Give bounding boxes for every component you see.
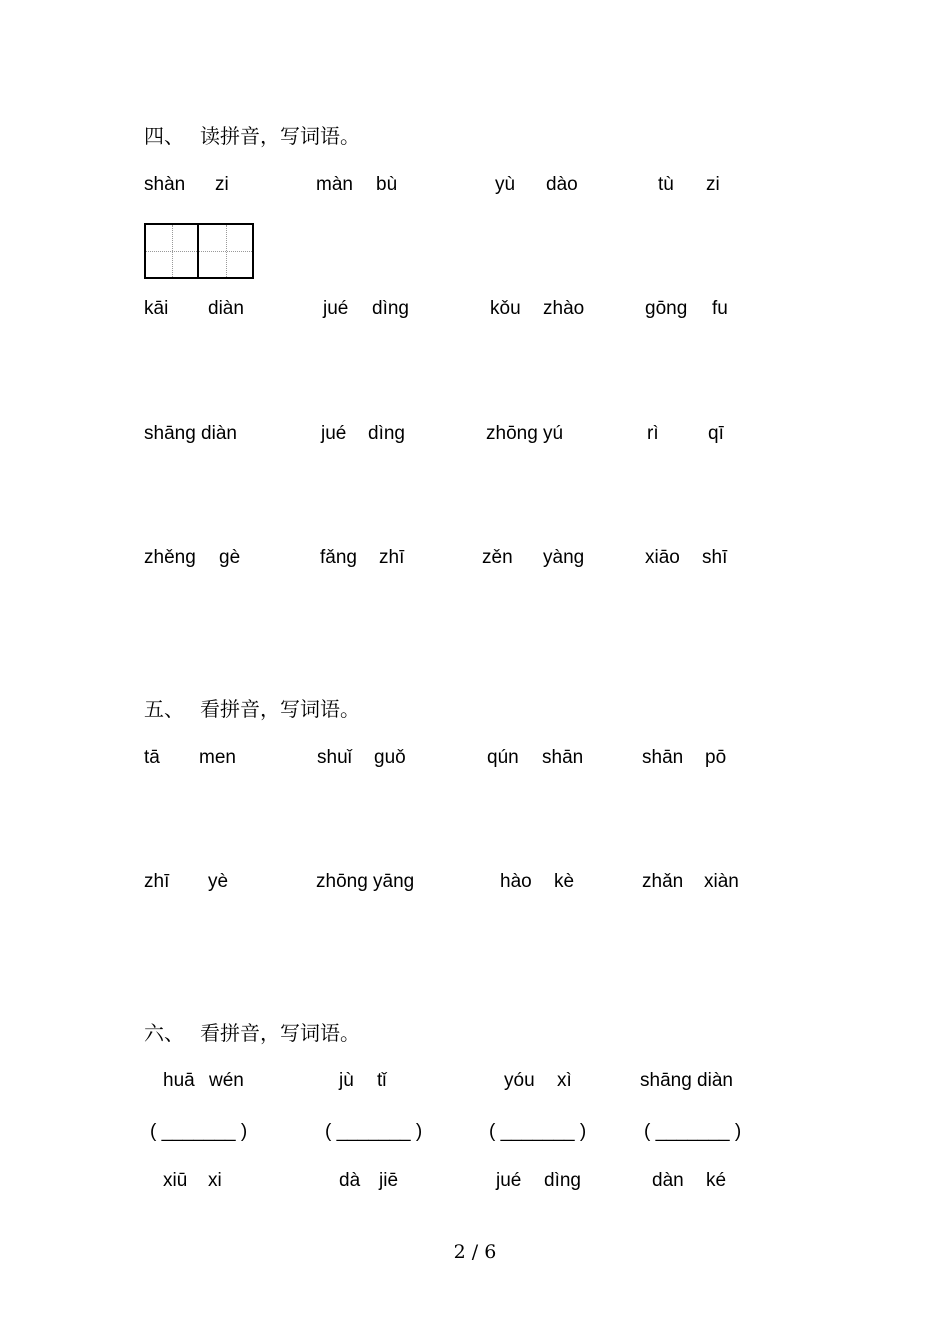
pinyin-syllable: bù <box>376 174 398 195</box>
pinyin-syllable: qī <box>708 423 724 444</box>
pinyin-syllable: jué <box>321 423 347 444</box>
pinyin-syllable: hào <box>500 871 532 892</box>
pinyin-syllable: dàn <box>652 1170 684 1191</box>
pinyin-syllable: xiū <box>163 1170 188 1191</box>
pinyin-syllable: zi <box>706 174 720 195</box>
pinyin-syllable: ké <box>706 1170 727 1191</box>
section-5-heading <box>144 697 360 721</box>
pinyin-syllable: dìng <box>368 423 405 444</box>
pinyin-syllable: yè <box>208 871 229 892</box>
pinyin-syllable: gè <box>219 547 241 568</box>
pinyin-syllable: xiāo <box>645 547 680 568</box>
answer-blank[interactable]: ( _______ ) <box>325 1121 423 1142</box>
pinyin-syllable: jué <box>323 298 349 319</box>
pinyin-syllable: shuǐ <box>317 747 352 768</box>
section-4-heading <box>144 124 360 148</box>
pinyin-syllable: gōng <box>645 298 688 319</box>
pinyin-syllable: shān <box>642 747 684 768</box>
pinyin-syllable: tā <box>144 747 160 768</box>
answer-blank[interactable]: ( _______ ) <box>489 1121 587 1142</box>
section-number: 五、 <box>144 697 184 721</box>
pinyin-word: zhōng yú <box>486 423 564 444</box>
pinyin-syllable: fǎng <box>320 547 357 568</box>
pinyin-syllable: xiàn <box>704 871 739 892</box>
section-title: 看拼音，写词语。 <box>200 1021 360 1045</box>
pinyin-syllable: fu <box>712 298 728 319</box>
pinyin-syllable: màn <box>316 174 353 195</box>
pinyin-syllable: jué <box>496 1170 522 1191</box>
pinyin-syllable: zhǎn <box>642 871 684 892</box>
pinyin-syllable: yóu <box>504 1070 535 1091</box>
pinyin-syllable: zhī <box>144 871 170 892</box>
pinyin-syllable: jù <box>339 1070 354 1091</box>
pinyin-syllable: zhěng <box>144 547 196 568</box>
section-title: 看拼音，写词语。 <box>200 697 360 721</box>
section-title: 读拼音，写词语。 <box>200 124 360 148</box>
pinyin-word: zhōng yāng <box>316 871 415 892</box>
pinyin-syllable: kǒu <box>490 298 521 319</box>
pinyin-syllable: diàn <box>208 298 244 319</box>
pinyin-syllable: dào <box>546 174 578 195</box>
pinyin-syllable: zhào <box>543 298 585 319</box>
writing-cell[interactable] <box>144 223 199 279</box>
pinyin-syllable: qún <box>487 747 519 768</box>
pinyin-syllable: zhī <box>379 547 405 568</box>
pinyin-syllable: shàn <box>144 174 186 195</box>
answer-blank[interactable]: ( _______ ) <box>644 1121 742 1142</box>
pinyin-syllable: yàng <box>543 547 585 568</box>
pinyin-syllable: dà <box>339 1170 361 1191</box>
pinyin-syllable: yù <box>495 174 516 195</box>
pinyin-syllable: pō <box>705 747 727 768</box>
answer-blank[interactable]: ( _______ ) <box>150 1121 248 1142</box>
pinyin-syllable: shī <box>702 547 728 568</box>
section-6-heading <box>144 1021 360 1045</box>
pinyin-syllable: kāi <box>144 298 169 319</box>
pinyin-syllable: dìng <box>372 298 409 319</box>
pinyin-syllable: tù <box>658 174 674 195</box>
writing-grid[interactable] <box>144 223 254 279</box>
pinyin-syllable: wén <box>209 1070 244 1091</box>
pinyin-word: shāng diàn <box>144 423 237 444</box>
page-number: 2 / 6 <box>453 1241 497 1263</box>
writing-cell[interactable] <box>199 223 254 279</box>
pinyin-syllable: dìng <box>544 1170 581 1191</box>
pinyin-word: shāng diàn <box>640 1070 733 1091</box>
pinyin-syllable: xi <box>208 1170 222 1191</box>
pinyin-syllable: guǒ <box>374 747 406 768</box>
pinyin-syllable: xì <box>557 1070 572 1091</box>
pinyin-syllable: tǐ <box>377 1070 387 1091</box>
pinyin-syllable: kè <box>554 871 575 892</box>
section-number: 四、 <box>144 124 184 148</box>
pinyin-syllable: zi <box>215 174 229 195</box>
pinyin-syllable: zěn <box>482 547 513 568</box>
pinyin-syllable: rì <box>647 423 659 444</box>
pinyin-syllable: men <box>199 747 236 768</box>
pinyin-syllable: huā <box>163 1070 195 1091</box>
pinyin-syllable: shān <box>542 747 584 768</box>
pinyin-syllable: jiē <box>379 1170 399 1191</box>
section-number: 六、 <box>144 1021 184 1045</box>
